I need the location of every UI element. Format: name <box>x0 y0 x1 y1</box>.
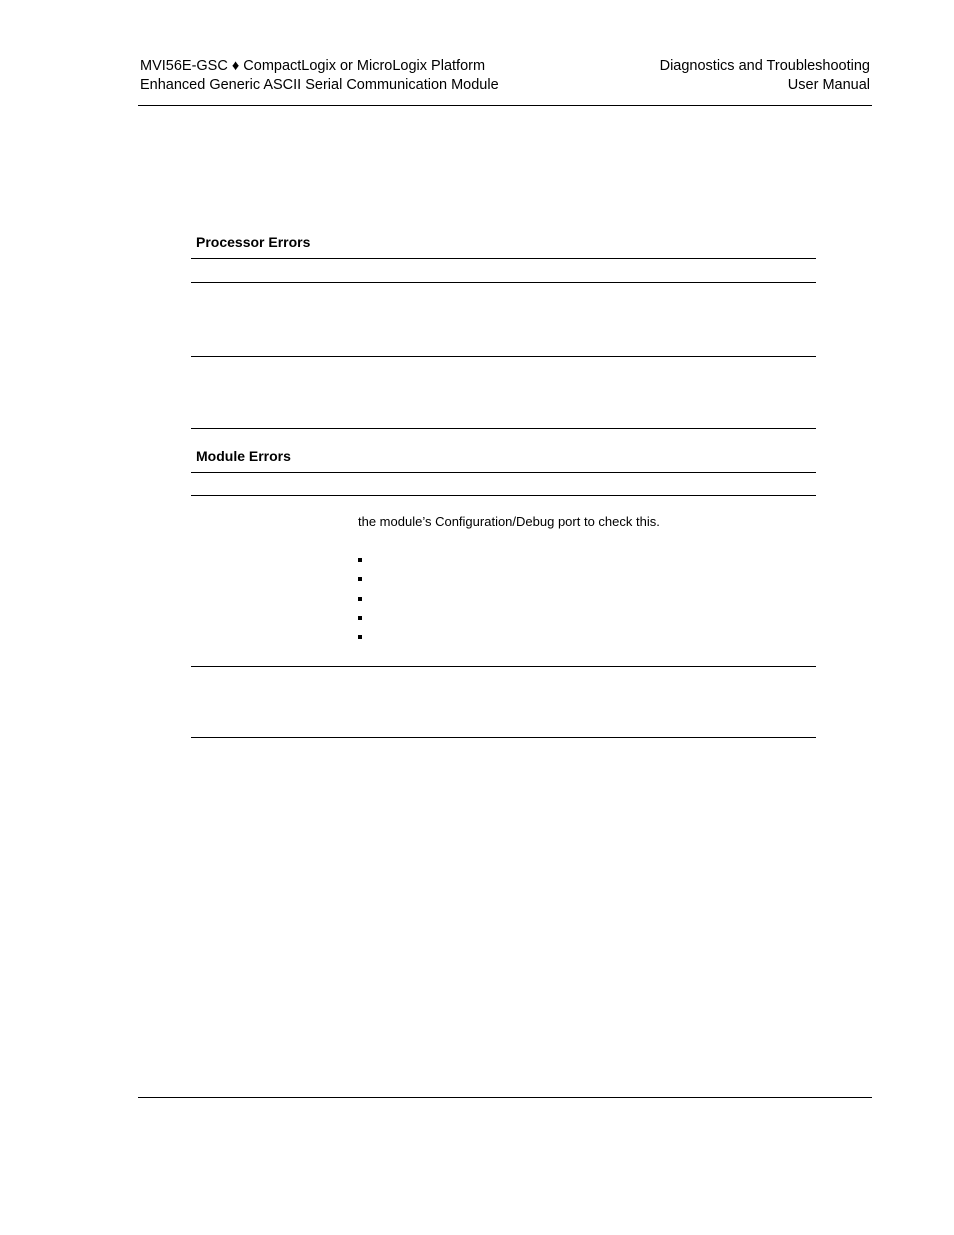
module-errors-header-rule <box>191 472 816 473</box>
processor-errors-row-rule <box>191 356 816 357</box>
processor-errors-header-rule <box>191 258 816 259</box>
bullet-icon <box>358 558 362 562</box>
bullet-icon <box>358 577 362 581</box>
header-product-line: MVI56E-GSC ♦ CompactLogix or MicroLogix Platform <box>140 58 486 74</box>
module-errors-row-rule <box>191 666 816 667</box>
bullet-icon <box>358 635 362 639</box>
module-errors-row-rule <box>191 495 816 496</box>
module-errors-bottom-rule <box>191 737 816 738</box>
header-module-name: Enhanced Generic ASCII Serial Communication Module <box>140 77 499 93</box>
header-divider <box>138 105 872 106</box>
module-errors-row1-text: the module’s Configuration/Debug port to check this. <box>358 514 660 529</box>
processor-errors-bottom-rule <box>191 428 816 429</box>
processor-errors-title: Processor Errors <box>196 234 311 250</box>
footer-divider <box>138 1097 872 1098</box>
bullet-icon <box>358 616 362 620</box>
header-chapter-title: Diagnostics and Troubleshooting <box>659 58 870 74</box>
header-manual-type: User Manual <box>787 77 870 93</box>
module-errors-title: Module Errors <box>196 448 291 464</box>
bullet-icon <box>358 597 362 601</box>
header-section-info <box>660 57 870 95</box>
header-product-info <box>140 57 499 95</box>
processor-errors-row-rule <box>191 282 816 283</box>
